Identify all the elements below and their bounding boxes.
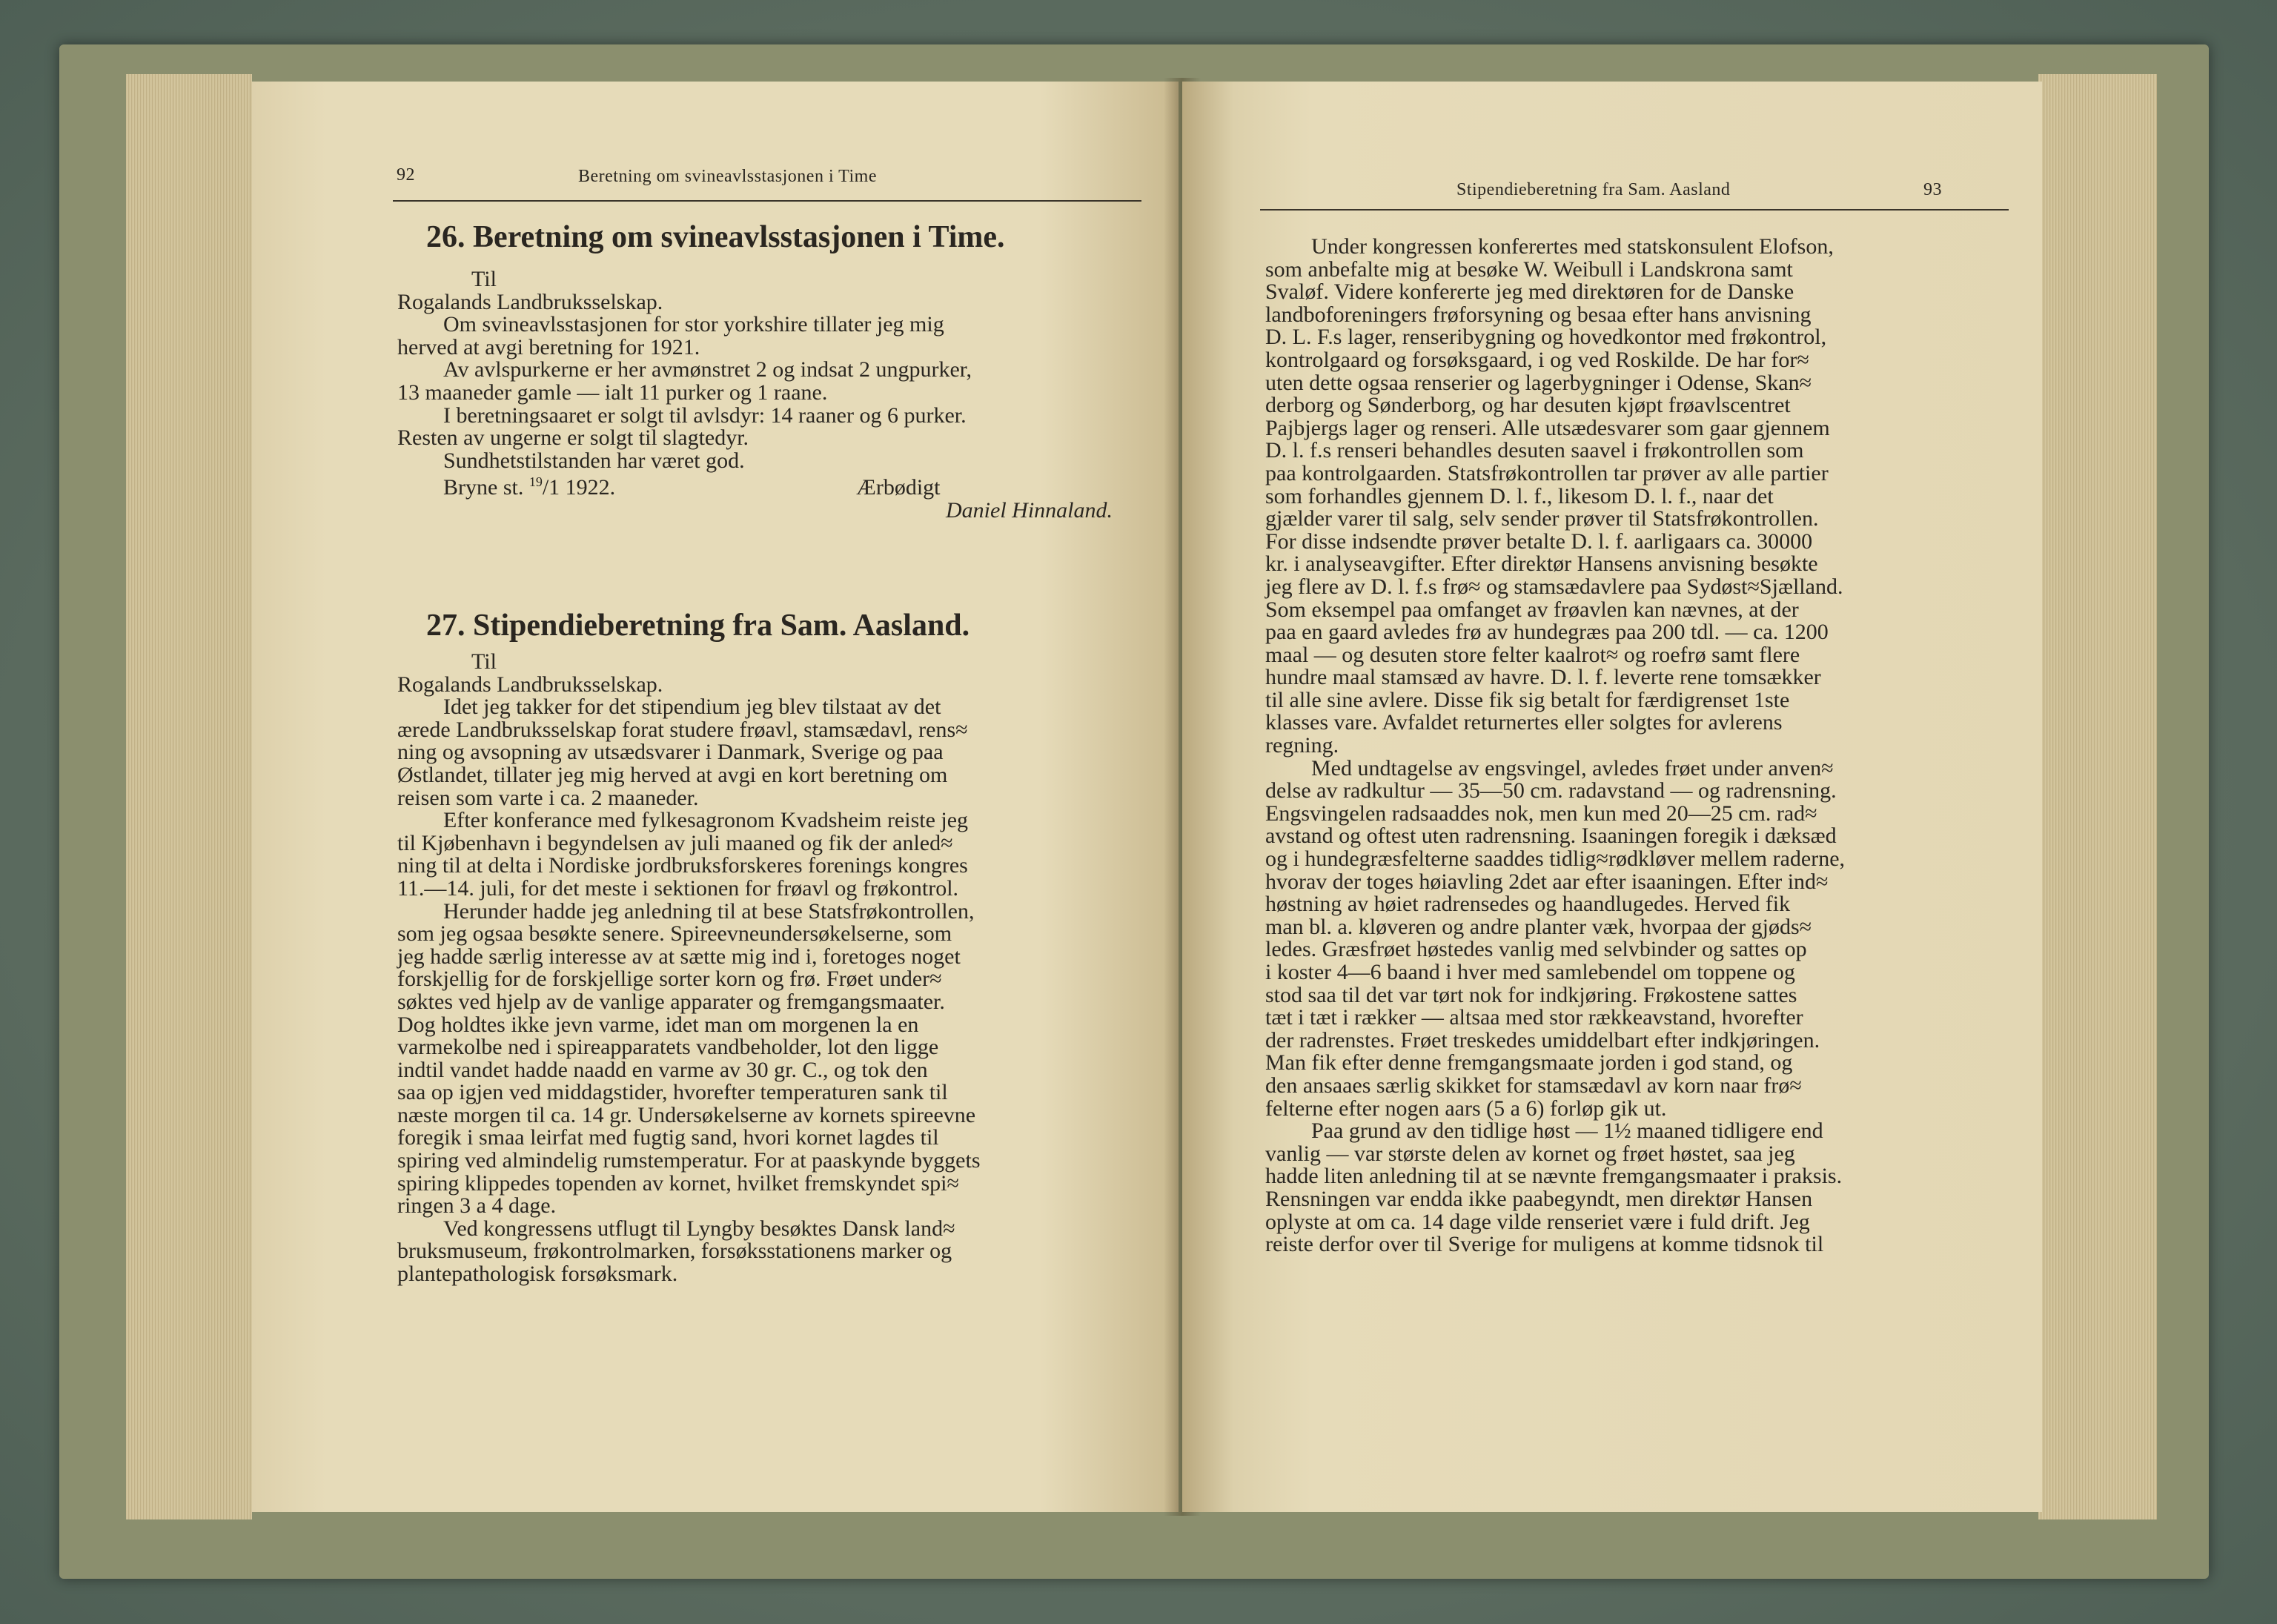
text-line: spiring klippedes topenden av kornet, hvilket fremskyndet spi≈ [397, 1170, 959, 1196]
header-rule-right [1260, 209, 2009, 211]
text-line: som anbefalte mig at besøke W. Weibull i Landskrona samt [1265, 256, 1793, 282]
text-line: klasses vare. Avfaldet returnertes eller solgtes for avlerens [1265, 710, 1783, 735]
text-line: Av avlspurkerne er her avmønstret 2 og indsat 2 ungpurker, [443, 357, 972, 382]
text-line: bruksmuseum, frøkontrolmarken, forsøksstationens marker og [397, 1239, 952, 1264]
text-line: Efter konferance med fylkesagronom Kvadsheim reiste jeg [443, 808, 969, 833]
closing: Ærbødigt [856, 475, 941, 500]
text-line: derborg og Sønderborg, og har desuten kjøpt frøavlscentret [1265, 393, 1791, 418]
text-line: Pajbjergs lager og renseri. Alle utsædesvarer som gaar gjennem [1265, 415, 1830, 440]
text-line: felterne efter nogen aars (5 a 6) forløp gik ut. [1265, 1096, 1667, 1121]
text-line: hadde liten anledning til at se nævnte fremgangsmaater i praksis. [1265, 1164, 1843, 1189]
text-line: uten dette ogsaa renserier og lagerbygninger i Odense, Skan≈ [1265, 370, 1812, 395]
text-line: delse av radkultur — 35—50 cm. radavstand — og radrensning. [1265, 778, 1837, 803]
text-line: Man fik efter denne fremgangsmaate jorden i god stand, og [1265, 1050, 1793, 1076]
text-line: I beretningsaaret er solgt til avlsdyr: 14 raaner og 6 purker. [443, 402, 967, 428]
recipient: Rogalands Landbruksselskap. [397, 289, 663, 314]
text-line: D. l. f.s renseri behandles desuten saavel i frøkontrollen som [1265, 438, 1804, 463]
text-line: som jeg ogsaa besøkte senere. Spireevneundersøkelserne, som [397, 921, 952, 947]
right-page [1182, 82, 2042, 1512]
text-line: avstand og oftest uten radrensning. Isaaningen foregik i dæksæd [1265, 823, 1837, 849]
text-line: landboforeningers frøforsyning og besaa efter hans anvisning [1265, 302, 1812, 327]
text-line: herved at avgi beretning for 1921. [397, 334, 700, 359]
text-line: Som eksempel paa omfanget av frøavlen kan nævnes, at der [1265, 597, 1799, 622]
text-line: gjælder varer til salg, selv sender prøver til Statsfrøkontrollen. [1265, 506, 1819, 531]
text-line: reisen som varte i ca. 2 maaneder. [397, 785, 699, 810]
text-line: Paa grund av den tidlige høst — 1½ maaned tidligere end [1311, 1118, 1823, 1144]
text-line: vanlig — var største delen av kornet og frøet høstet, saa jeg [1265, 1141, 1795, 1166]
text-line: saa op igjen ved middagstider, hvorefter temperaturen sank til [397, 1080, 948, 1105]
text-line: man bl. a. kløveren og andre planter væk, hvorpaa der gjøds≈ [1265, 914, 1812, 939]
page-edges-left [126, 74, 252, 1519]
text-line: spiring ved almindelig rumstemperatur. For at paaskynde byggets [397, 1148, 981, 1173]
text-line: Svaløf. Videre konfererte jeg med direktøren for de Danske [1265, 279, 1794, 305]
running-title-left: Beretning om svineavlsstasjonen i Time [578, 167, 877, 186]
text-line: som forhandles gjennem D. l. f., likesom D. l. f., naar det [1265, 483, 1774, 508]
left-page [252, 82, 1179, 1512]
text-line: ning og avsopning av utsædsvarer i Danmark, Sverige og paa [397, 740, 944, 765]
text-line: Under kongressen konferertes med statskonsulent Elofson, [1311, 234, 1834, 259]
text-line: D. L. F.s lager, renseribygning og hovedkontor med frøkontrol, [1265, 325, 1827, 350]
text-line: til Kjøbenhavn i begyndelsen av juli maaned og fik der anled≈ [397, 830, 953, 855]
section-26-body [397, 268, 1150, 523]
text-line: Sundhetstilstanden har været god. [443, 448, 745, 473]
date-superscript: 19 [528, 474, 543, 490]
text-line: ledes. Græsfrøet høstedes vanlig med selvbinder og sattes op [1265, 937, 1807, 962]
text-line: og i hundegræsfelterne saaddes tidlig≈rødkløver mellem raderne, [1265, 846, 1846, 872]
text-line: For disse indsendte prøver betalte D. l. f. aarligaars ca. 30000 [1265, 528, 1813, 554]
text-line: Herunder hadde jeg anledning til at bese Statsfrøkontrollen, [443, 898, 975, 924]
text-line: plantepathologisk forsøksmark. [397, 1262, 678, 1287]
text-line: Resten av ungerne er solgt til slagtedyr. [397, 425, 749, 451]
text-line: der radrenstes. Frøet treskedes umiddelbart efter indkjøringen. [1265, 1027, 1820, 1053]
salutation-to: Til [471, 267, 497, 291]
text-line: forskjellig for de forskjellige sorter korn og frø. Frøet under≈ [397, 967, 942, 992]
right-page-body [1265, 236, 2014, 1256]
text-line: reiste derfor over til Sverige for muligens at komme tidsnok til [1265, 1232, 1824, 1257]
text-line: stod saa til det var tørt nok for indkjøring. Frøkostene sattes [1265, 982, 1797, 1007]
text-line: hvorav der toges høiavling 2det aar efter isaaningen. Efter ind≈ [1265, 869, 1829, 894]
text-line: paa kontrolgaarden. Statsfrøkontrollen tar prøver av alle partier [1265, 460, 1829, 485]
date-rest: /1 1922. [542, 475, 616, 500]
text-line: hundre maal stamsæd av havre. D. l. f. leverte rene tomsækker [1265, 665, 1821, 690]
page-number-right: 93 [1923, 180, 1942, 199]
section-27-body [397, 651, 1150, 1286]
text-line: varmekolbe ned i spireapparatets vandbeholder, lot den ligge [397, 1035, 939, 1060]
section-27-heading: 27. Stipendieberetning fra Sam. Aasland. [426, 609, 970, 643]
recipient: Rogalands Landbruksselskap. [397, 672, 663, 697]
text-line: paa en gaard avledes frø av hundegræs paa 200 tdl. — ca. 1200 [1265, 620, 1829, 645]
header-rule-left [393, 200, 1141, 202]
place-date-prefix: Bryne st. [443, 475, 529, 500]
text-line: i koster 4—6 baand i hver med samlebendel om toppene og [1265, 960, 1795, 984]
text-line: maal — og desuten store felter kaalrot≈ og roefrø samt flere [1265, 642, 1800, 667]
text-line: tæt i tæt i rækker — altsaa med stor rækkeavstand, hvorefter [1265, 1005, 1803, 1030]
text-line: Om svineavlsstasjonen for stor yorkshire tillater jeg mig [443, 312, 944, 337]
text-line: ringen 3 a 4 dage. [397, 1193, 557, 1219]
text-line: indtil vandet hadde naadd en varme av 30 gr. C., og tok den [397, 1057, 928, 1082]
signature: Daniel Hinnaland. [946, 497, 1113, 523]
text-line: Engsvingelen radsaaddes nok, men kun med 20—25 cm. rad≈ [1265, 801, 1817, 826]
text-line: kr. i analyseavgifter. Efter direktør Hansens anvisning besøkte [1265, 551, 1818, 577]
text-line: foregik i smaa leirfat med fugtig sand, hvori kornet lagdes til [397, 1125, 939, 1150]
running-title-right: Stipendieberetning fra Sam. Aasland [1456, 180, 1731, 199]
text-line: jeg flere av D. l. f.s frø≈ og stamsædavlere paa Sydøst≈Sjælland. [1265, 574, 1843, 599]
text-line: den ansaaes særlig skikket for stamsædavl av korn naar frø≈ [1265, 1073, 1802, 1098]
text-line: Idet jeg takker for det stipendium jeg blev tilstaat av det [443, 695, 941, 720]
text-line: høstning av høiet radrensedes og haandlugedes. Herved fik [1265, 892, 1791, 917]
page-number-left: 92 [397, 165, 415, 185]
page-edges-right [2038, 74, 2157, 1519]
text-line: til alle sine avlere. Disse fik sig betalt for færdigrenset 1ste [1265, 687, 1790, 712]
text-line: oplyste at om ca. 14 dage vilde renseriet være i fuld drift. Jeg [1265, 1209, 1810, 1234]
text-line: søktes ved hjelp av de vanlige apparater og fremgangsmaater. [397, 989, 945, 1014]
text-line: regning. [1265, 733, 1339, 758]
text-line: ærede Landbruksselskap forat studere frøavl, stamsædavl, rens≈ [397, 717, 968, 742]
salutation-to: Til [471, 649, 497, 674]
text-line: Med undtagelse av engsvingel, avledes frøet under anven≈ [1311, 755, 1834, 780]
section-26-heading: 26. Beretning om svineavlsstasjonen i Time. [426, 220, 1005, 254]
text-line: Ved kongressens utflugt til Lyngby besøktes Dansk land≈ [443, 1216, 955, 1241]
text-line: 13 maaneder gamle — ialt 11 purker og 1 raane. [397, 380, 828, 405]
text-line: Dog holdtes ikke jevn varme, idet man om morgenen la en [397, 1012, 919, 1037]
text-line: ning til at delta i Nordiske jordbruksforskeres forenings kongres [397, 853, 968, 878]
place-date [397, 474, 1150, 500]
text-line: kontrolgaard og forsøksgaard, i og ved Roskilde. De har for≈ [1265, 347, 1809, 372]
text-line: jeg hadde særlig interesse av at sætte mig ind i, foretoges noget [397, 944, 961, 969]
text-line: næste morgen til ca. 14 gr. Undersøkelserne av kornets spireevne [397, 1102, 976, 1127]
text-line: 11.—14. juli, for det meste i sektionen for frøavl og frøkontrol. [397, 875, 959, 901]
text-line: Rensningen var endda ikke paabegyndt, men direktør Hansen [1265, 1186, 1813, 1211]
text-line: Østlandet, tillater jeg mig herved at avgi en kort beretning om [397, 762, 948, 787]
